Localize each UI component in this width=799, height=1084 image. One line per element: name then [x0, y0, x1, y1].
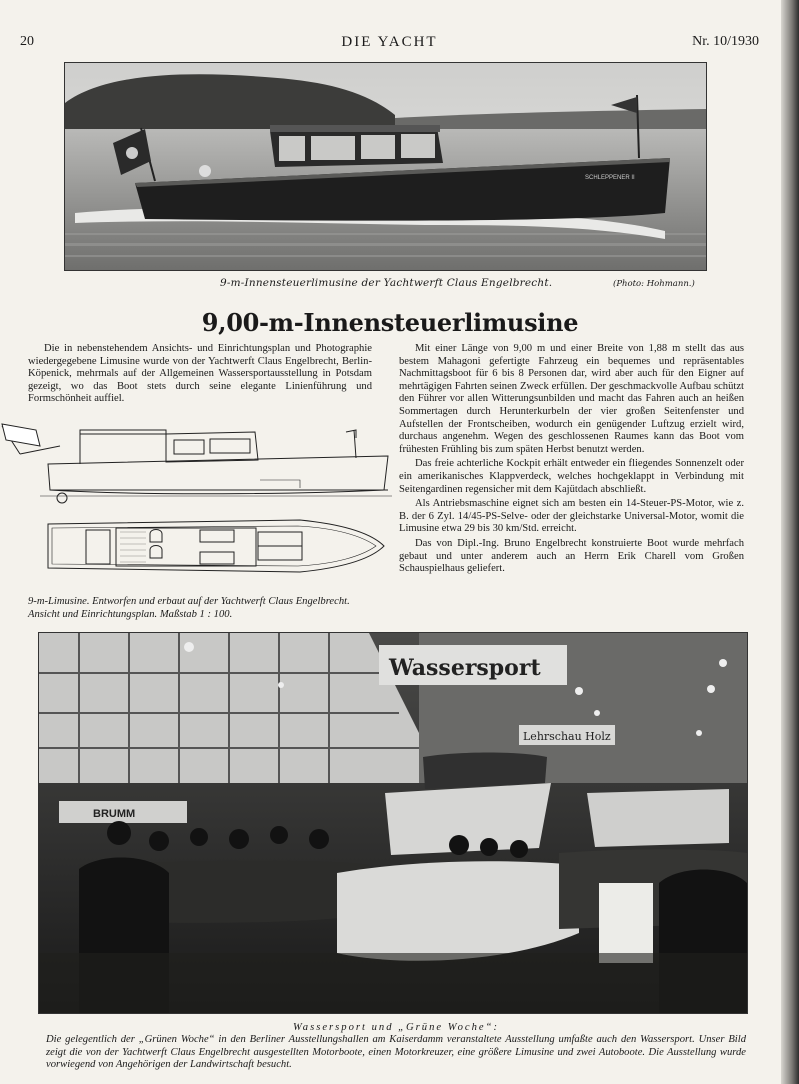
paragraph-cockpit: Das freie achterliche Kockpit erhält entweder ein fliegendes Sonnenzelt oder ein amerikanisches Klappverdeck, welches hochgeklappt in Verbindung mit Seitengardinen regensicher mit dem Kajütdach abschließt. [399, 458, 744, 495]
issue-number: Nr. 10/1930 [692, 34, 759, 49]
stand-sign-brumm: BRUMM [93, 808, 136, 820]
banner-wassersport: Wassersport [389, 655, 541, 681]
hull-name-text: SCHLEPPENER II [585, 175, 635, 181]
photo-credit: (Photo: Hohmann.) [613, 279, 695, 289]
page-binding-shadow [781, 0, 799, 1084]
paragraph-designer: Das von Dipl.-Ing. Bruno Engelbrecht konstruierte Boot wurde mehrfach gebaut und unter anderem auch an Herrn Erik Charell vom Großen Schauspielhaus geliefert. [399, 537, 744, 575]
magazine-title: DIE YACHT [341, 34, 438, 50]
article-headline: 9,00-m-Innensteuerlimusine [201, 308, 579, 337]
paragraph-engine: Als Antriebsmaschine eignet sich am besten ein 14-Steuer-PS-Motor, wie z. B. der 6 Zyl. 14/45-PS-Selve- oder der gleichstarke Universal-Motor, womit die Limusine etwa 29 bis 30 km/Std. erreicht. [399, 498, 744, 535]
boat-photo [64, 62, 707, 271]
page-number: 20 [20, 34, 34, 49]
paragraph-dimensions: Mit einer Länge von 9,00 m und einer Breite von 1,88 m stellt das aus bestem Mahagoni gefertigte Fahrzeug ein bequemes und repräsentables Nachmittagsboot für 6 bis 8 Personen dar, wird aber auch für den Eigner auf mehrtägigen Fahrten seinen Zweck erfüllen. Der geschmackvolle Aufbau schützt den Führer vor allen Witterungsunbilden und macht das Fahren auch an heißen Sommertagen durch Herunterkurbeln der vier großen Seitenfenster und Aufstellen der Frontscheiben, wodurch ein genügender Luftzug erzielt wird, durchaus angenehm. Wegen des geschlossenen Raumes kann das Boot vom frühesten Frühling bis zum späten Herbst benutzt werden. [399, 343, 744, 455]
bottom-caption-body: Die gelegentlich der „Grünen Woche“ in den Berliner Ausstellungshallen am Kaiserdamm veranstaltete Ausstellung umfaßte auch den Wassersport. Unser Bild zeigt die von der Yachtwerft Claus Engelbrecht ausgestellten Motorboote, einen Motorkreuzer, eine größere Limusine und zwei Autoboote. Die Ausstellung wurde vorwiegend von Angehörigen der Landwirtschaft besucht. [46, 1034, 746, 1071]
bottom-caption-title: Wassersport und „Grüne Woche“: [292, 1022, 500, 1033]
exhibition-hall-photo [38, 632, 748, 1014]
top-photo-caption: 9-m-Innensteuerlimusine der Yachtwerft Claus Engelbrecht. [220, 277, 553, 289]
banner-lehrschau: Lehrschau Holz [523, 730, 611, 743]
left-column [28, 343, 372, 406]
boat-plan-drawing [0, 416, 392, 596]
page-header [20, 34, 759, 54]
right-column [399, 343, 744, 576]
intro-paragraph: Die in nebenstehendem Ansichts- und Einrichtungsplan und Photographie wiedergegebene Limusine wurde von der Yachtwerft Claus Engelbrecht, Berlin-Köpenick, mehrmals auf der Allgemeinen Wassersportausstellung in Potsdam gezeigt, wo das Boot stets durch seine elegante Linienführung und Formschönheit auffiel. [28, 343, 372, 405]
plan-caption: 9-m-Limusine. Entworfen und erbaut auf der Yachtwerft Claus Engelbrecht. Ansicht und Einrichtungsplan. Maßstab 1 : 100. [28, 596, 350, 620]
bottom-photo-caption [46, 1022, 746, 1072]
